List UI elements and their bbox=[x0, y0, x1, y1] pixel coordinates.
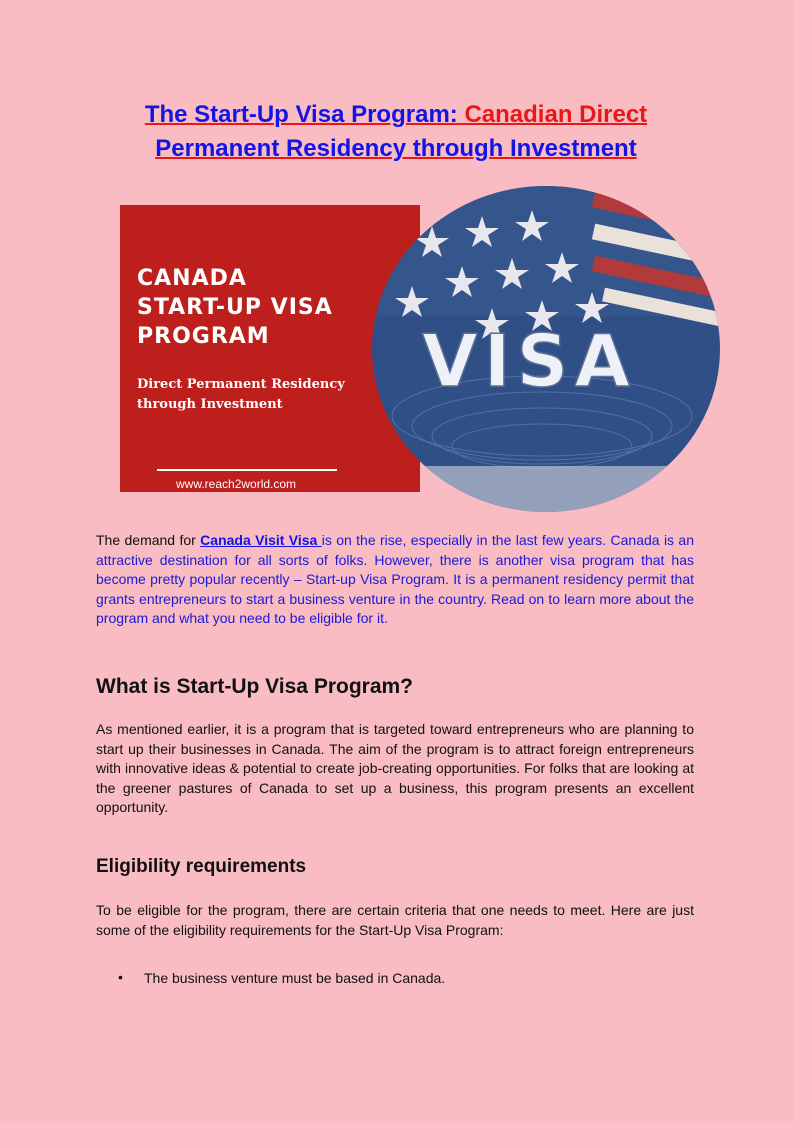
visa-flag-graphic bbox=[372, 186, 720, 512]
intro-rest: is on the rise, especially in the last few years. Canada is an attractive destination for all sorts of folks. However, there is another visa program that has become pretty popular recently – Start-up Visa Program. It is a permanent residency permit that grants entrepreneurs to start a business venture in the country. Read on to learn more about the program and what you need to be eligible for it. bbox=[96, 532, 694, 626]
bullet-icon: • bbox=[118, 969, 123, 985]
section-heading-what-is: What is Start-Up Visa Program? bbox=[96, 675, 414, 698]
section-heading-eligibility: Eligibility requirements bbox=[96, 856, 307, 877]
visa-photo bbox=[372, 186, 720, 512]
banner-headline-line-3: PROGRAM bbox=[137, 324, 270, 349]
title-part-3: Permanent Residency through Investment bbox=[155, 135, 637, 162]
canada-visit-visa-link[interactable]: Canada Visit Visa bbox=[200, 532, 322, 548]
banner-subline: Direct Permanent Residency through Investment bbox=[137, 377, 345, 412]
banner-url: www.reach2world.com bbox=[176, 477, 297, 491]
intro-paragraph bbox=[96, 531, 694, 629]
banner-headline-line-2: START-UP VISA bbox=[137, 295, 333, 320]
banner-headline bbox=[137, 264, 333, 351]
banner-divider bbox=[157, 469, 337, 471]
list-item-text: The business venture must be based in Canada. bbox=[144, 970, 446, 986]
visa-word: VISA bbox=[422, 319, 637, 403]
title-part-2: Canadian Direct bbox=[464, 101, 648, 128]
title-part-1: The Start-Up Visa Program: bbox=[144, 101, 458, 128]
section-what-is-body: As mentioned earlier, it is a program that is targeted toward entrepreneurs who are planning to start up their businesses in Canada. The aim of the program is to attract foreign entrepreneurs with innovative ideas & potential to create job-creating opportunities. For folks that are looking at the greener pastures of Canada to set up a business, this program presents an excellent opportunity. bbox=[96, 721, 694, 815]
intro-lead: The demand for bbox=[96, 532, 201, 548]
document-title bbox=[96, 98, 696, 166]
hero-image bbox=[120, 186, 720, 512]
banner-headline-line-1: CANADA bbox=[137, 266, 247, 291]
section-eligibility-body: To be eligible for the program, there are certain criteria that one needs to meet. Here are just some of the eligibility requirements for the Start-Up Visa Program: bbox=[96, 902, 694, 938]
